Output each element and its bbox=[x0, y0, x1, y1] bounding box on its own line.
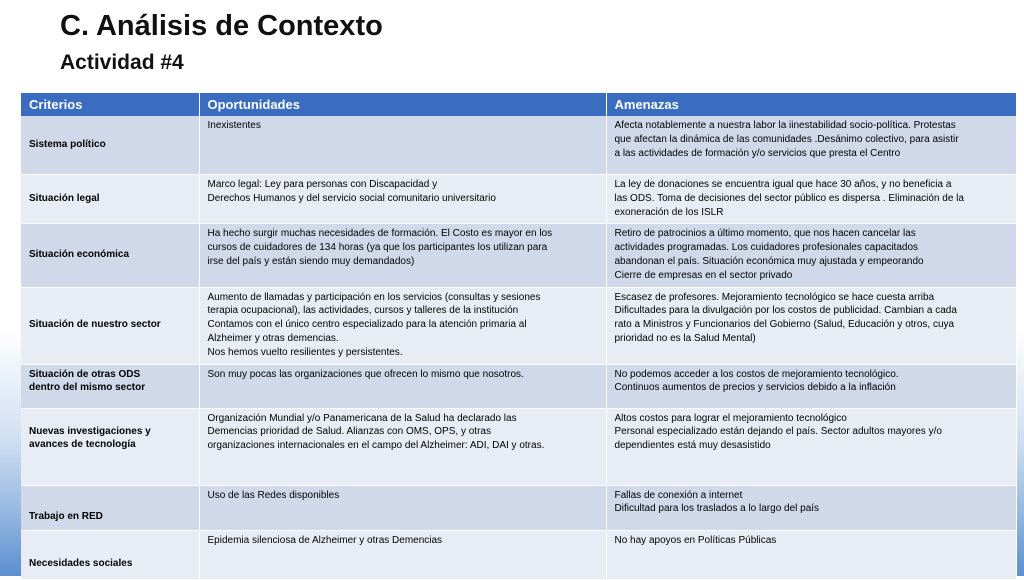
cell-line: No podemos acceder a los costos de mejoramiento tecnológico. bbox=[614, 368, 899, 380]
cell-line: rato a Ministros y Funcionarios del Gobierno (Salud, Educación y otros, cuya bbox=[614, 319, 955, 331]
cell-line: Son muy pocas las organizaciones que ofrecen lo mismo que nosotros. bbox=[207, 368, 524, 380]
cell-line: Retiro de patrocinios a último momento, que nos hacen cancelar las bbox=[614, 228, 916, 240]
criterio-text: dentro del mismo sector bbox=[29, 382, 146, 394]
table-row bbox=[21, 485, 1016, 530]
header-oportunidades: Oportunidades bbox=[199, 93, 606, 116]
criterio-cell bbox=[21, 116, 199, 175]
criterio-text: Nuevas investigaciones y bbox=[29, 425, 151, 437]
amenazas-cell bbox=[606, 408, 1016, 485]
cell-line: abandonan el país. Situación económica muy ajustada y empeorando bbox=[614, 255, 924, 267]
cell-line: cursos de cuidadores de 134 horas (ya que los participantes los utilizan para bbox=[207, 242, 548, 254]
criterio-text: avances de tecnología bbox=[29, 439, 136, 451]
cell-line: Organización Mundial y/o Panamericana de la Salud ha declarado las bbox=[207, 412, 517, 424]
cell-line: a las actividades de formación y/o servicios que presta el Centro bbox=[614, 147, 901, 159]
criterio-cell bbox=[21, 530, 199, 579]
amenazas-cell bbox=[606, 530, 1016, 579]
table-row bbox=[21, 175, 1016, 224]
cell-line: Altos costos para lograr el mejoramiento tecnológico bbox=[614, 412, 847, 424]
cell-line: Derechos Humanos y del servicio social comunitario universitario bbox=[207, 192, 496, 204]
criterio-cell bbox=[21, 224, 199, 287]
cell-line: Ha hecho surgir muchas necesidades de formación. El Costo es mayor en los bbox=[207, 228, 553, 240]
cell-line: Cierre de empresas en el sector privado bbox=[614, 269, 793, 281]
amenazas-cell bbox=[606, 224, 1016, 287]
cell-line: Afecta notablemente a nuestra labor la iinestabilidad socio-política. Protestas bbox=[614, 120, 956, 131]
cell-line: Marco legal: Ley para personas con Discapacidad y bbox=[207, 179, 438, 190]
cell-line: Dificultades para la divulgación por los costos de publicidad. Cambian a cada bbox=[614, 305, 957, 317]
context-analysis-table bbox=[21, 93, 1017, 580]
cell-line: las ODS. Toma de decisiones del sector público es dispersa . Eliminación de la bbox=[614, 192, 964, 204]
cell-line: Alzheimer y otras demencias. bbox=[207, 332, 339, 344]
page-subtitle: Actividad #4 bbox=[60, 51, 184, 74]
cell-line: Demencias prioridad de Salud. Alianzas con OMS, OPS, y otras bbox=[207, 426, 491, 438]
table-row bbox=[21, 530, 1016, 579]
cell-line: Aumento de llamadas y participación en los servicios (consultas y sesiones bbox=[207, 291, 541, 303]
amenazas-cell bbox=[606, 485, 1016, 530]
table-header-row bbox=[21, 93, 1016, 116]
criterio-cell bbox=[21, 175, 199, 224]
criterio-text: Situación de nuestro sector bbox=[29, 319, 161, 331]
header-criterios: Criterios bbox=[21, 93, 199, 116]
criterio-text: Situación legal bbox=[29, 192, 100, 204]
cell-line: Uso de las Redes disponibles bbox=[207, 489, 340, 501]
criterio-text: Sistema político bbox=[29, 138, 106, 150]
criterio-text: Situación de otras ODS bbox=[29, 368, 141, 380]
amenazas-cell bbox=[606, 364, 1016, 408]
cell-line: Nos hemos vuelto resilientes y persistentes. bbox=[207, 346, 403, 358]
oportunidades-cell bbox=[199, 485, 606, 530]
table-row bbox=[21, 116, 1016, 175]
oportunidades-cell bbox=[199, 364, 606, 408]
cell-line: Contamos con el único centro especializado para la atención primaria al bbox=[207, 319, 527, 331]
cell-line: Epidemia silenciosa de Alzheimer y otras Demencias bbox=[207, 534, 443, 546]
table-row bbox=[21, 364, 1016, 408]
oportunidades-cell bbox=[199, 175, 606, 224]
oportunidades-cell bbox=[199, 530, 606, 579]
cell-line: que afectan la dinámica de las comunidades .Desánimo colectivo, para asistir bbox=[614, 133, 959, 145]
oportunidades-cell bbox=[199, 287, 606, 364]
criterio-cell bbox=[21, 408, 199, 485]
criterio-cell bbox=[21, 287, 199, 364]
cell-line: Fallas de conexión a internet bbox=[614, 489, 743, 501]
cell-line: organizaciones internacionales en el campo del Alzheimer: ADI, DAI y otras. bbox=[207, 440, 545, 452]
cell-line: actividades programadas. Los cuidadores profesionales capacitados bbox=[614, 242, 919, 254]
cell-line: terapia ocupacional), las actividades, cursos y talleres de la institución bbox=[207, 305, 519, 317]
oportunidades-cell bbox=[199, 408, 606, 485]
cell-line: No hay apoyos en Políticas Públicas bbox=[614, 534, 777, 546]
cell-line: La ley de donaciones se encuentra igual que hace 30 años, y no beneficia a bbox=[614, 179, 952, 190]
oportunidades-cell bbox=[199, 116, 606, 175]
cell-line: Inexistentes bbox=[207, 120, 261, 131]
cell-line: dependientes está muy desasistido bbox=[614, 440, 771, 452]
amenazas-cell bbox=[606, 116, 1016, 175]
criterio-text: Trabajo en RED bbox=[29, 510, 103, 522]
table-row bbox=[21, 287, 1016, 364]
header-amenazas: Amenazas bbox=[606, 93, 1016, 116]
amenazas-cell bbox=[606, 287, 1016, 364]
criterio-cell bbox=[21, 364, 199, 408]
cell-line: Escasez de profesores. Mejoramiento tecnológico se hace cuesta arriba bbox=[614, 291, 935, 303]
cell-line: prioridad no es la Salud Mental) bbox=[614, 332, 756, 344]
cell-line: exoneración de los ISLR bbox=[614, 206, 724, 218]
criterio-cell bbox=[21, 485, 199, 530]
table-row bbox=[21, 408, 1016, 485]
cell-line: Dificultad para los traslados a lo largo del país bbox=[614, 503, 820, 515]
cell-line: Continuos aumentos de precios y servicios debido a la inflación bbox=[614, 382, 896, 394]
oportunidades-cell bbox=[199, 224, 606, 287]
cell-line: irse del país y están siendo muy demandados) bbox=[207, 255, 415, 267]
criterio-text: Necesidades sociales bbox=[29, 557, 133, 569]
cell-line: Personal especializado están dejando el país. Sector adultos mayores y/o bbox=[614, 426, 942, 438]
criterio-text: Situación económica bbox=[29, 249, 130, 261]
page-title: C. Análisis de Contexto bbox=[60, 10, 383, 42]
table-row bbox=[21, 224, 1016, 287]
amenazas-cell bbox=[606, 175, 1016, 224]
